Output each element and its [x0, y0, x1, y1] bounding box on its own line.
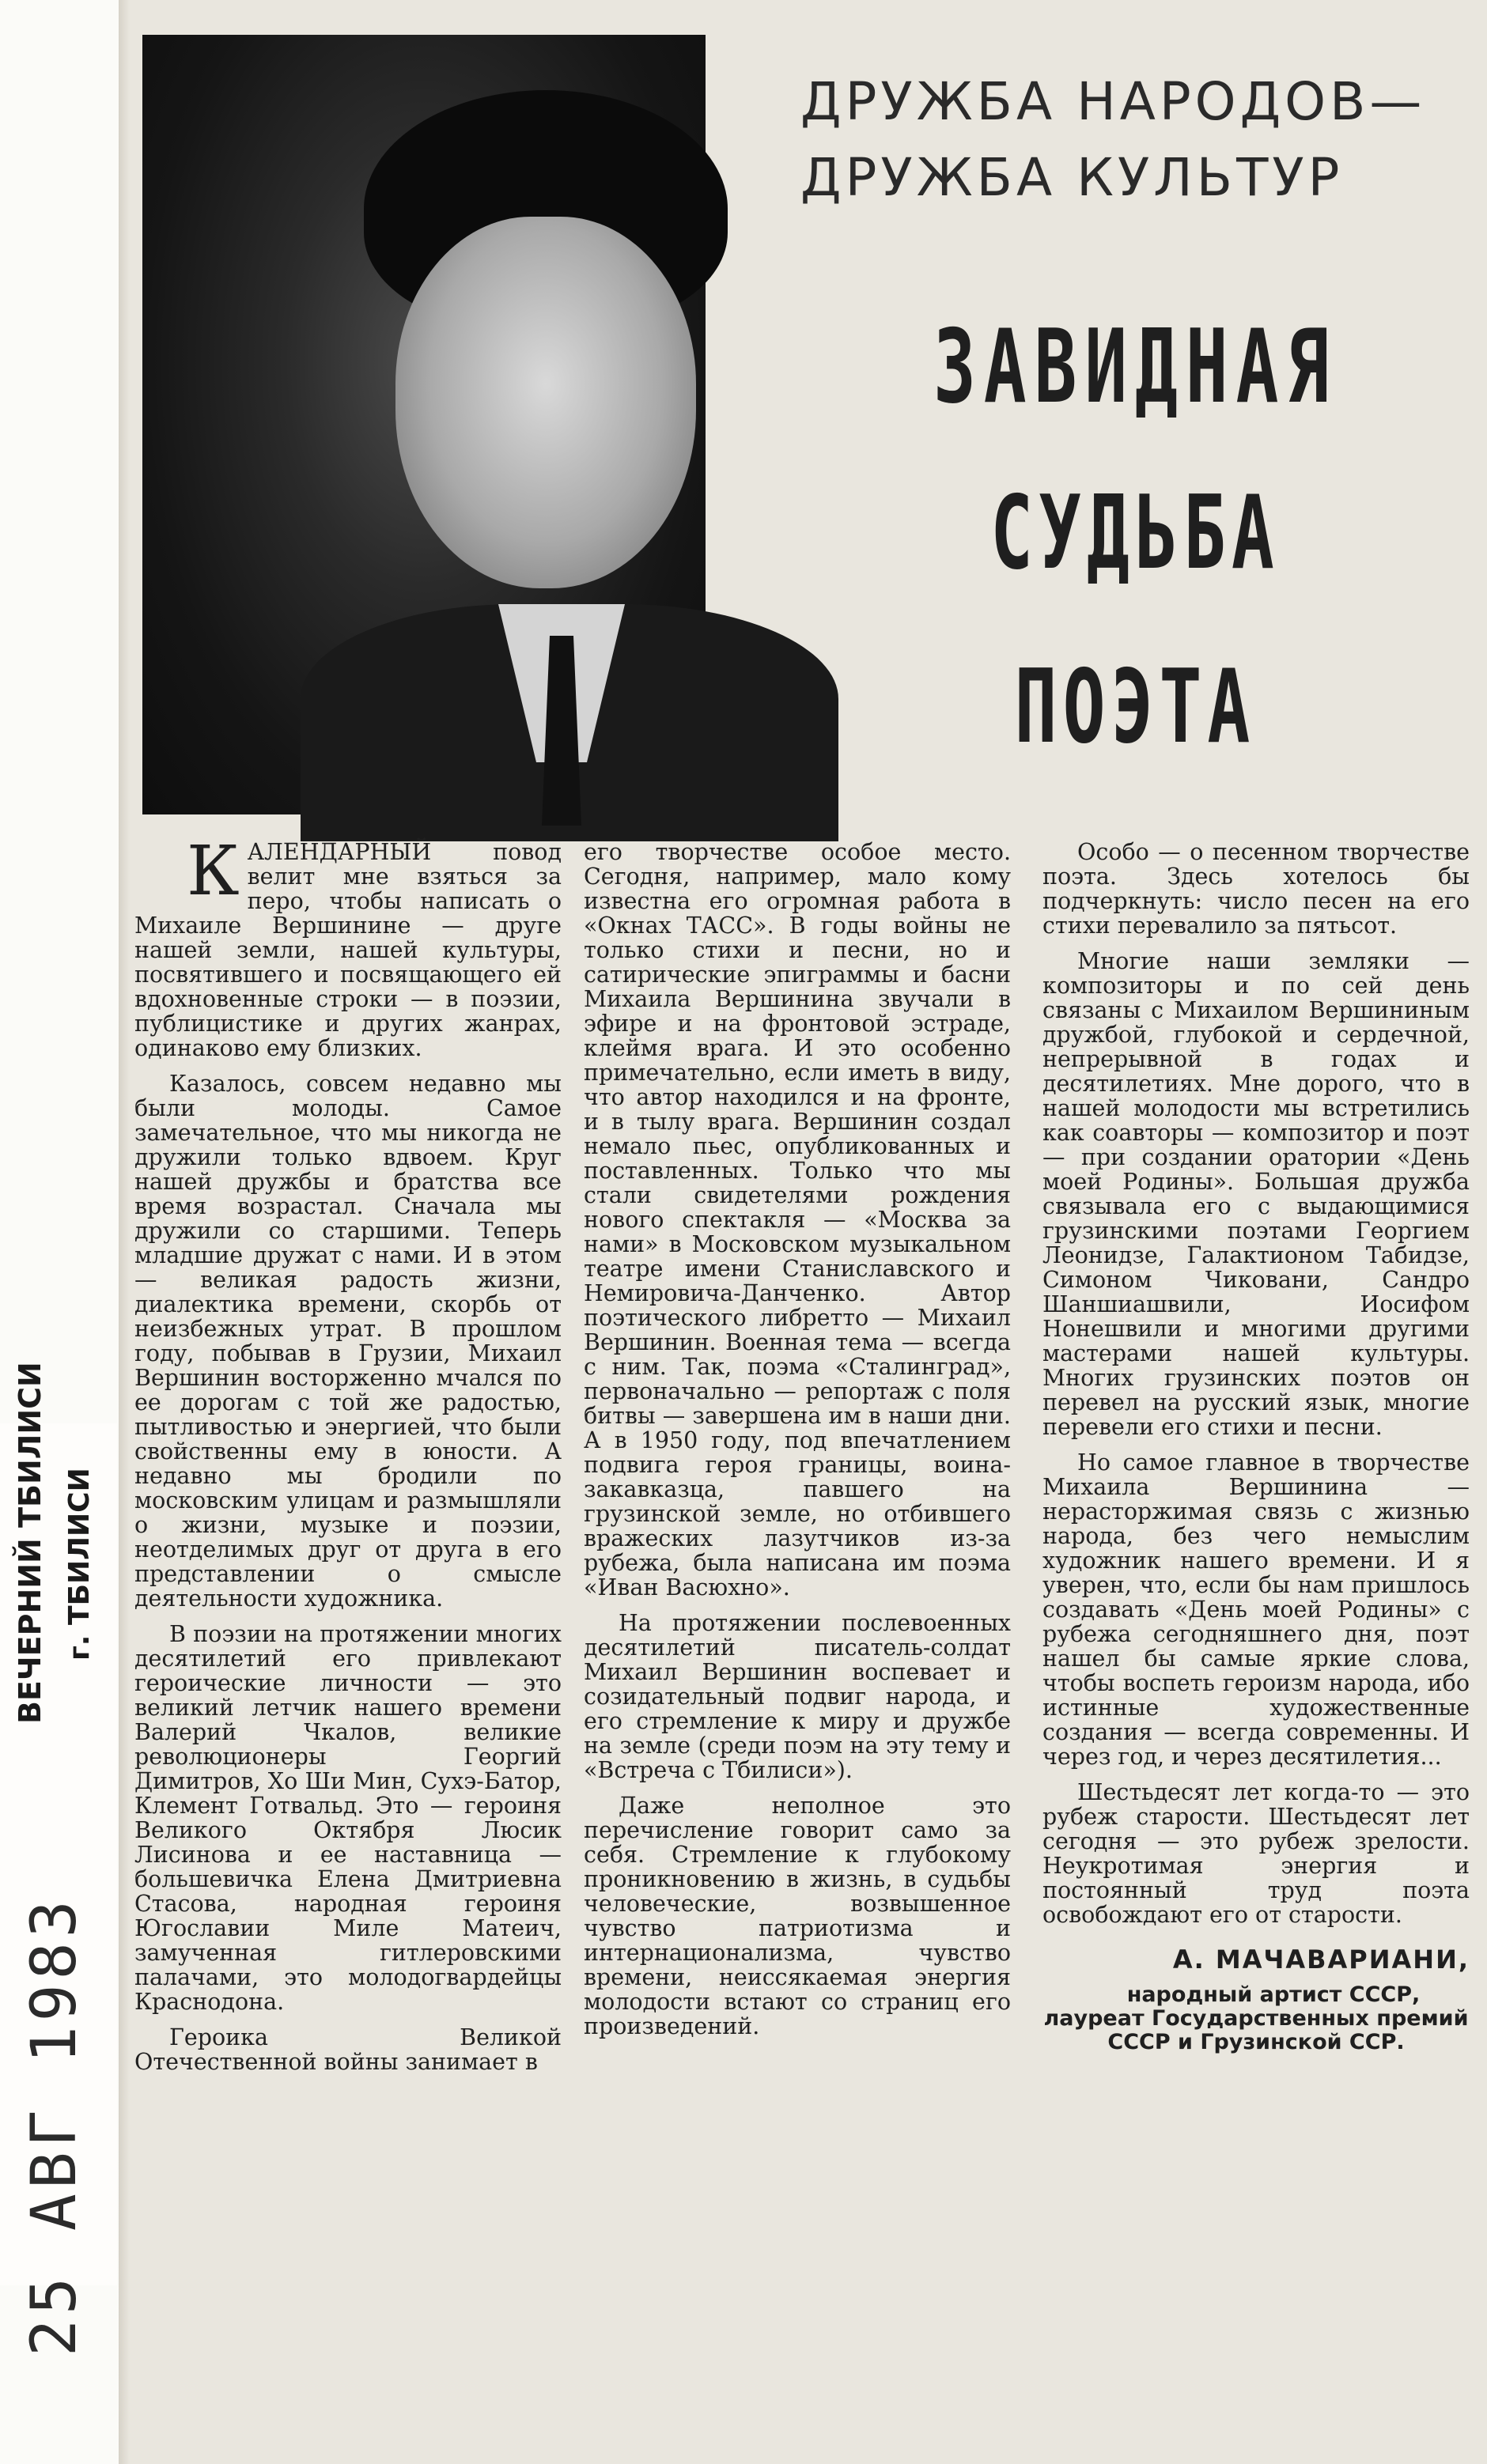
rubric-line-2: ДРУЖБА КУЛЬТУР: [800, 147, 1344, 208]
article-column-3: [1042, 840, 1470, 2065]
article-paragraph: его творчестве особое место. Сегодня, например, мало кому известна его огромная работа в «Окнах ТАСС». В годы войны не только стихи и песни, но и сатирические эпиграммы и басни Михаила Вершинина звучали в эфире и на фронтовой эстраде, клеймя врага. И это особенно примечательно, если иметь в виду, что автор находился и на фронте, и в тылу врага. Вершинин создал немало пьес, опубликованных и поставленных. Только что мы стали свидетелями рождения нового спектакля — «Москва за нами» в Московском музыкальном театре имени Станиславского и Немировича-Данченко. Автор поэтического либретто — Михаил Вершинин. Военная тема — всегда с ним. Так, поэма «Сталинград», первоначально — репортаж с поля битвы — завершена им в наши дни. А в 1950 году, под впечатлением подвига героя границы, воина-закавказца, павшего на грузинской земле, но отбившего вражеских лазутчиков из-за рубежа, была написана им поэма «Иван Васюхно».: [584, 839, 1011, 1600]
portrait-face: [395, 217, 696, 588]
article-paragraph: Шестьдесят лет когда-то — это рубеж старости. Шестьдесят лет сегодня — это рубеж зрелости. Неукротимая энергия и постоянный труд поэта освобождают его от старости.: [1042, 1779, 1470, 1928]
clipping-edge: [119, 0, 130, 2464]
article-column-2: [584, 840, 1011, 2050]
article-paragraph: Даже неполное это перечисление говорит само за себя. Стремление к глубокому проникновению в жизнь, в судьбы человеческие, возвышенное чувство патриотизма и интернационализма, чувство времени, неиссякаемая энергия молодости встают со страниц его произведений.: [584, 1793, 1011, 2039]
headline-line-3: ПОЭТА: [1014, 648, 1256, 766]
article-paragraph: Казалось, совсем недавно мы были молоды. Самое замечательное, что мы никогда не дружили только вдвоем. Круг нашей дружбы и братства все время возрастал. Сначала мы дружили со старшими. Теперь младшие дружат с нами. И в этом — великая радость жизни, диалектика времени, скорбь от неизбежных утрат. В прошлом году, побывав в Грузии, Михаил Вершинин восторженно мчался по ее дорогам с той же радостью, пытливостью и энергией, что были свойственны ему в юности. А недавно мы бродили по московским улицам и размышляли о жизни, музыке и поэзии, неотделимых друг от друга в его представлении о смысле деятельности художника.: [134, 1071, 562, 1612]
stamp-date: 25 АВГ 1983: [19, 1895, 90, 2356]
article-paragraph: Но самое главное в творчестве Михаила Вершинина — нерасторжимая связь с жизнью народа, без чего немыслим художник нашего времени. И я уверен, что, если бы нам пришлось создавать «День моей Родины» с рубежа сегодняшнего дня, поэт нашел бы самые яркие слова, чтобы воспеть героизм народа, ибо истинные художественные создания — всегда современны. И через год, и через десятилетия...: [1042, 1449, 1470, 1770]
headline-line-2: СУДЬБА: [990, 474, 1280, 592]
stamp-newspaper-name: ВЕЧЕРНИЙ ТБИЛИСИ: [13, 1362, 47, 1724]
article-paragraph: В поэзии на протяжении многих десятилетий его привлекают героические личности — это великий летчик нашего времени Валерий Чкалов, великие революционеры Георгий Димитров, Хо Ши Мин, Сухэ-Батор, Клемент Готвальд. Это — героиня Великого Октября Люсик Лисинова и ее наставница — большевичка Елена Дмитриевна Стасова, народная героиня Югославии Миле Матеич, замученная гитлеровскими палачами, это молодогвардейцы Краснодона.: [134, 1621, 562, 2015]
article-paragraph: На протяжении послевоенных десятилетий писатель-солдат Михаил Вершинин воспевает и созидательный подвиг народа, и его стремление к миру и дружбе на земле (среди поэм на эту тему и «Встреча с Тбилиси»).: [584, 1610, 1011, 1783]
author-signature: [1042, 1944, 1470, 2054]
article-column-1: [134, 832, 562, 2085]
article-paragraph: Особо — о песенном творчестве поэта. Здесь хотелось бы подчеркнуть: число песен на его стихи перевалило за пятьсот.: [1042, 839, 1470, 939]
author-name: А. МАЧАВАРИАНИ,: [1172, 1944, 1470, 1975]
drop-cap: К: [187, 832, 240, 911]
stamp-city: г. ТБИЛИСИ: [63, 1468, 96, 1661]
article-paragraph: КАЛЕНДАРНЫЙ повод велит мне взяться за перо, чтобы написать о Михаиле Вершинине — друге нашей земли, нашей культуры, посвятившего и посвящающего ей вдохновенные строки — в поэзии, публицистике и других жанрах, одинаково ему близких.: [134, 832, 562, 1061]
poet-portrait-photo: [142, 35, 706, 814]
rubric-line-1: ДРУЖБА НАРОДОВ—: [800, 71, 1426, 132]
article-paragraph: Многие наши земляки — композиторы и по сей день связаны с Михаилом Вершининым дружбой, глубокой и сердечной, непрерывной в годах и десятилетиях. Мне дорого, что в нашей молодости мы встретились как соавторы — композитор и поэт — при создании оратории «День моей Родины». Большая дружба связывала его с выдающимися грузинскими поэтами Георгием Леонидзе, Галактионом Табидзе, Симоном Чиковани, Сандро Шаншиашвили, Иосифом Нонешвили и многими другими мастерами нашей культуры. Многих грузинских поэтов он перевел на русский язык, многие перевели его стихи и песни.: [1042, 948, 1470, 1440]
headline-line-1: ЗАВИДНАЯ: [933, 308, 1337, 426]
author-title: народный артист СССР, лауреат Государственных премий СССР и Грузинской ССР.: [1043, 1982, 1469, 2054]
article-paragraph: Героика Великой Отечественной войны занимает в: [134, 2024, 562, 2075]
